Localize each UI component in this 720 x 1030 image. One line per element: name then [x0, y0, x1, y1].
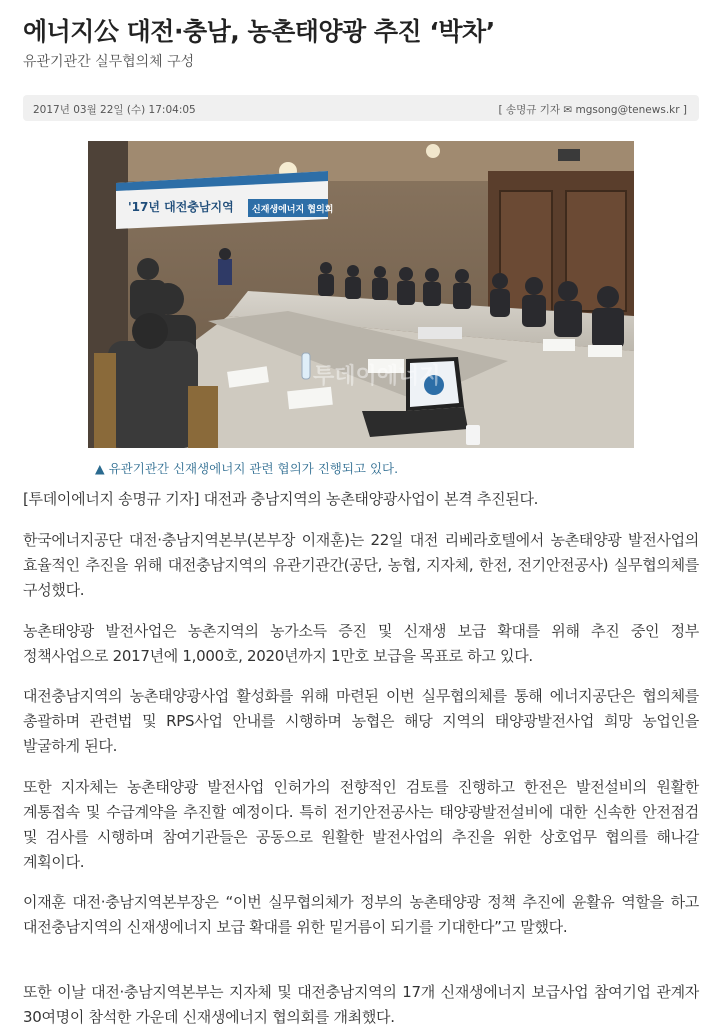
article-info-bar — [23, 95, 699, 121]
article-paragraph: 이재훈 대전·충남지역본부장은 “이번 실무협의체가 정부의 농촌태양광 정책 추진에 윤활유 역할을 하고 대전충남지역의 신재생에너지 보급 확대를 위한 밑거름이 되기를 기대한다”고 말했다. — [23, 893, 699, 936]
article-paragraph: [투데이에너지 송명규 기자] 대전과 충남지역의 농촌태양광사업이 본격 추진된다. — [23, 490, 539, 508]
photo-watermark: 투데이에너지 — [313, 364, 441, 389]
article-photo — [88, 141, 634, 448]
article-subtitle: 유관기관간 실무협의체 구성 — [23, 54, 195, 70]
article-paragraph: 또한 지자체는 농촌태양광 발전사업 인허가의 전향적인 검토를 진행하고 한전은 발전설비의 원활한 계통접속 및 수급계약을 추진할 예정이다. 특히 전기안전공사는 태양광발전설비에 대한 신속한 안전점검 및 검사를 시행하며 참여기관들은 공동으로 원활한 발전사업의 추진을 위한 상호업무 협의를 해나갈 계획이다. — [23, 778, 699, 871]
article-title: 에너지公 대전·충남, 농촌태양광 추진 ‘박차’ — [23, 17, 495, 46]
article-paragraph: 대전충남지역의 농촌태양광사업 활성화를 위해 마련된 이번 실무협의체를 통해 에너지공단은 협의체를 총괄하며 관련법 및 RPS사업 안내를 시행하며 농협은 해당 지역의 태양광발전사업 희망 농업인을 발굴하게 된다. — [23, 687, 699, 755]
article-paragraph: 또한 이날 대전·충남지역본부는 지자체 및 대전충남지역의 17개 신재생에너지 보급사업 참여기업 관계자 30여명이 참석한 가운데 신재생에너지 협의회를 개최했다. — [23, 983, 699, 1026]
article-paragraph: 농촌태양광 발전사업은 농촌지역의 농가소득 증진 및 신재생 보급 확대를 위해 추진 중인 정부 정책사업으로 2017년에 1,000호, 2020년까지 1만호 보급을 목표로 하고 있다. — [23, 622, 699, 665]
reporter-byline[interactable]: [ 송명규 기자 ✉ mgsong@tenews.kr ] — [498, 104, 687, 116]
article-paragraph: 한국에너지공단 대전·충남지역본부(본부장 이재훈)는 22일 대전 리베라호텔에서 농촌태양광 발전사업의 효율적인 추진을 위해 대전충남지역의 유관기관간(공단, 농협, 지자체, 한전, 전기안전공사) 실무협의체를 구성했다. — [23, 531, 699, 599]
banner-highlight-text: 신재생에너지 협의회 — [252, 205, 334, 215]
meeting-photo-illustration — [88, 141, 634, 448]
photo-caption — [95, 459, 398, 477]
caption-triangle-icon: ▲ — [95, 461, 105, 476]
banner-year-text: '17년 대전충남지역 — [128, 200, 234, 214]
publish-date: 2017년 03월 22일 (수) 17:04:05 — [33, 104, 196, 116]
caption-text: 유관기관간 신재생에너지 관련 협의가 진행되고 있다. — [108, 461, 399, 476]
